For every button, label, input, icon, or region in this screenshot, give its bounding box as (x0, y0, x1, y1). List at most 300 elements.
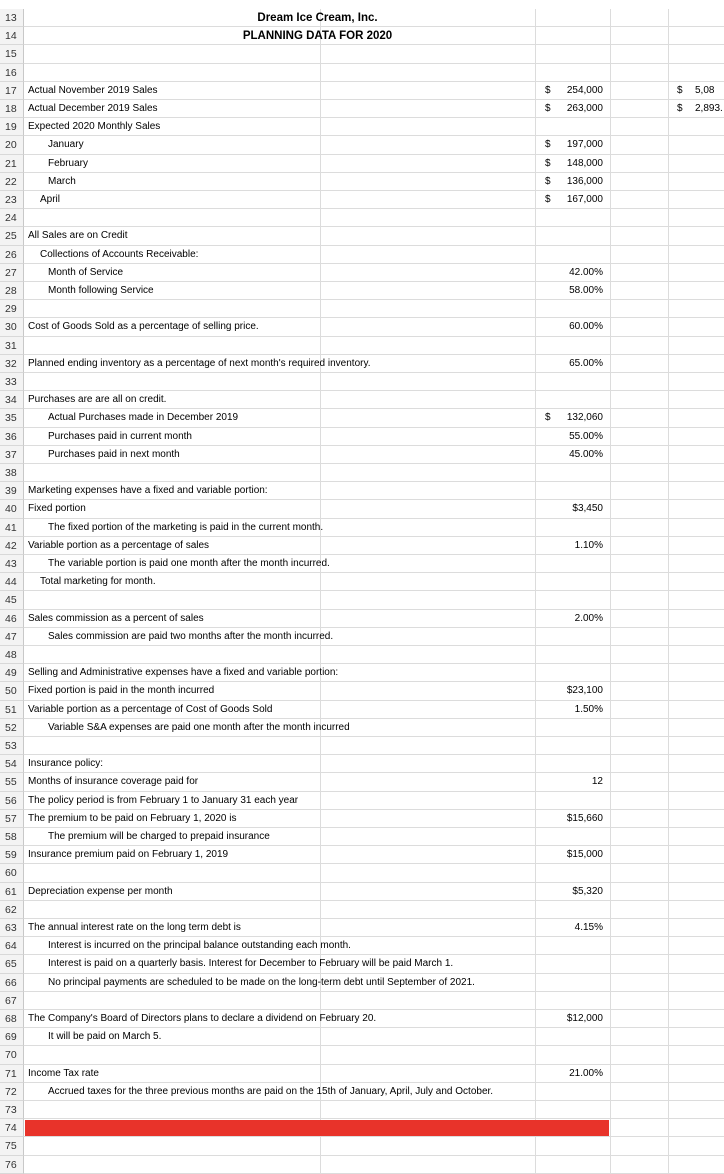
row-cells[interactable] (24, 901, 724, 919)
column-gridline (535, 64, 536, 81)
row-number[interactable]: 46 (0, 610, 24, 628)
column-gridline (320, 282, 321, 299)
row-number[interactable]: 24 (0, 209, 24, 227)
column-gridline (610, 1119, 611, 1136)
row-value[interactable]: 197,000 (566, 139, 603, 151)
column-gridline (610, 428, 611, 445)
spreadsheet-row (0, 573, 724, 591)
row-cells[interactable] (24, 591, 724, 609)
row-label: Interest is paid on a quarterly basis. Interest for December to February will be paid March 1. (48, 958, 454, 970)
spreadsheet-row (0, 737, 724, 755)
column-gridline (535, 610, 536, 627)
column-gridline (668, 1046, 669, 1063)
column-gridline (535, 1046, 536, 1063)
row-number[interactable]: 41 (0, 519, 24, 537)
spreadsheet-row (0, 428, 724, 446)
row-cells[interactable] (24, 1137, 724, 1155)
column-gridline (320, 864, 321, 881)
row-value[interactable]: $5,320 (572, 885, 603, 897)
column-gridline (668, 610, 669, 627)
spreadsheet-row (0, 901, 724, 919)
row-label: Insurance policy: (28, 758, 104, 770)
row-label: The annual interest rate on the long term debt is (28, 922, 241, 933)
column-gridline (320, 573, 321, 590)
spreadsheet-row (0, 9, 724, 27)
column-gridline (610, 864, 611, 881)
row-number[interactable]: 71 (0, 1065, 24, 1083)
row-cells[interactable] (24, 646, 724, 664)
row-label: Month following Service (48, 285, 154, 296)
row-cells[interactable] (24, 737, 724, 755)
row-cells[interactable] (24, 1101, 724, 1119)
column-gridline (535, 446, 536, 463)
column-gridline (668, 464, 669, 481)
row-number[interactable]: 57 (0, 810, 24, 828)
row-cells[interactable] (24, 755, 724, 773)
column-gridline (610, 282, 611, 299)
row-number[interactable]: 67 (0, 992, 24, 1010)
column-gridline (535, 937, 536, 954)
row-number[interactable]: 22 (0, 173, 24, 191)
row-label: Income Tax rate (28, 1067, 99, 1079)
row-value[interactable]: 2.00% (574, 612, 603, 624)
column-gridline (535, 701, 536, 718)
row-number[interactable]: 27 (0, 264, 24, 282)
column-gridline (610, 1046, 611, 1063)
row-number[interactable]: 37 (0, 446, 24, 464)
column-gridline (535, 919, 536, 936)
column-gridline (320, 373, 321, 390)
row-number[interactable]: 44 (0, 573, 24, 591)
column-gridline (320, 428, 321, 445)
column-gridline (668, 428, 669, 445)
column-gridline (320, 792, 321, 809)
row-value[interactable]: 132,060 (566, 412, 603, 424)
row-number[interactable]: 69 (0, 1028, 24, 1046)
column-gridline (610, 1028, 611, 1045)
row-cells[interactable] (24, 1065, 724, 1083)
column-gridline (668, 1083, 669, 1100)
column-gridline (610, 937, 611, 954)
column-gridline (610, 628, 611, 645)
column-gridline (320, 464, 321, 481)
row-cells[interactable] (24, 209, 724, 227)
column-gridline (610, 1065, 611, 1082)
spreadsheet-row (0, 482, 724, 500)
row-number[interactable]: 61 (0, 883, 24, 901)
column-gridline (610, 919, 611, 936)
row-label: The policy period is from February 1 to January 31 each year (28, 794, 299, 806)
column-gridline (320, 136, 321, 153)
row-number[interactable]: 64 (0, 937, 24, 955)
row-number[interactable]: 36 (0, 428, 24, 446)
row-label: Variable portion as a percentage of Cost of Goods Sold (28, 703, 273, 715)
spreadsheet-row (0, 282, 724, 300)
row-value[interactable]: 12 (591, 776, 603, 788)
column-gridline (535, 227, 536, 244)
row-value[interactable]: 4.15% (574, 922, 603, 933)
row-value[interactable]: 136,000 (566, 175, 603, 187)
column-gridline (610, 755, 611, 772)
row-label: No principal payments are scheduled to be made on the long-term debt until September of 2021. (48, 976, 475, 988)
spreadsheet-row (0, 919, 724, 937)
row-value[interactable]: 21.00% (569, 1067, 603, 1079)
row-number[interactable]: 66 (0, 974, 24, 992)
column-gridline (668, 719, 669, 736)
column-gridline (668, 82, 669, 99)
currency-symbol: $ (677, 84, 683, 96)
column-gridline (535, 955, 536, 972)
row-number[interactable]: 32 (0, 355, 24, 373)
row-label: The premium to be paid on February 1, 2020 is (28, 812, 237, 824)
spreadsheet-row (0, 1083, 724, 1101)
row-cells[interactable] (24, 45, 724, 63)
row-number[interactable]: 26 (0, 246, 24, 264)
column-gridline (610, 264, 611, 281)
column-gridline (535, 555, 536, 572)
currency-symbol: $ (545, 103, 551, 114)
column-gridline (535, 282, 536, 299)
column-gridline (320, 227, 321, 244)
spreadsheet-row (0, 810, 724, 828)
column-gridline (320, 1156, 321, 1173)
row-value[interactable]: 65.00% (569, 357, 603, 369)
column-gridline (610, 646, 611, 663)
row-number[interactable]: 14 (0, 27, 24, 45)
column-gridline (668, 792, 669, 809)
column-gridline (668, 901, 669, 918)
column-gridline (535, 810, 536, 827)
row-cells[interactable] (24, 864, 724, 882)
column-gridline (610, 828, 611, 845)
row-number[interactable]: 40 (0, 500, 24, 518)
spreadsheet-row (0, 792, 724, 810)
row-number[interactable]: 23 (0, 191, 24, 209)
row-number[interactable]: 45 (0, 591, 24, 609)
row-value[interactable]: 1.10% (574, 539, 603, 551)
column-gridline (610, 118, 611, 135)
row-value[interactable]: $15,000 (566, 849, 603, 861)
column-gridline (668, 664, 669, 681)
column-gridline (610, 409, 611, 426)
row-cells[interactable] (24, 373, 724, 391)
column-gridline (668, 264, 669, 281)
row-cells[interactable] (24, 992, 724, 1010)
row-number[interactable]: 34 (0, 391, 24, 409)
column-gridline (535, 391, 536, 408)
row-value[interactable]: $3,450 (572, 503, 603, 515)
spreadsheet-row (0, 1065, 724, 1083)
row-label: Planned ending inventory as a percentage of next month's required inventory. (28, 357, 371, 369)
row-number[interactable]: 51 (0, 701, 24, 719)
row-value[interactable]: 148,000 (566, 157, 603, 169)
sheet-title: Dream Ice Cream, Inc. (257, 12, 378, 24)
column-gridline (668, 27, 669, 44)
column-gridline (320, 446, 321, 463)
row-cells[interactable] (24, 64, 724, 82)
row-number[interactable]: 38 (0, 464, 24, 482)
row-number[interactable]: 70 (0, 1046, 24, 1064)
row-label: Insurance premium paid on February 1, 2019 (28, 849, 229, 861)
highlighted-cell-range[interactable] (25, 1120, 609, 1136)
column-gridline (320, 992, 321, 1009)
column-gridline (668, 937, 669, 954)
column-gridline (668, 864, 669, 881)
row-number[interactable]: 28 (0, 282, 24, 300)
column-gridline (320, 82, 321, 99)
row-value[interactable]: 45.00% (569, 448, 603, 460)
column-gridline (668, 318, 669, 335)
row-label: Collections of Accounts Receivable: (40, 248, 199, 260)
spreadsheet-row (0, 173, 724, 191)
row-value[interactable]: $12,000 (566, 1013, 603, 1024)
column-gridline (610, 810, 611, 827)
row-number[interactable]: 29 (0, 300, 24, 318)
row-number[interactable]: 54 (0, 755, 24, 773)
column-gridline (668, 1101, 669, 1118)
spreadsheet-row (0, 355, 724, 373)
column-gridline (535, 628, 536, 645)
column-gridline (610, 955, 611, 972)
column-gridline (610, 1137, 611, 1154)
row-label: Purchases are are all on credit. (28, 394, 167, 406)
row-number[interactable]: 73 (0, 1101, 24, 1119)
row-number[interactable]: 58 (0, 828, 24, 846)
column-gridline (320, 391, 321, 408)
spreadsheet-row (0, 1137, 724, 1155)
row-label: Variable portion as a percentage of sales (28, 539, 210, 551)
column-gridline (668, 155, 669, 172)
spreadsheet-row (0, 992, 724, 1010)
row-cells[interactable] (24, 337, 724, 355)
column-gridline (320, 883, 321, 900)
currency-symbol: $ (545, 157, 551, 169)
row-number[interactable]: 63 (0, 919, 24, 937)
row-number[interactable]: 53 (0, 737, 24, 755)
column-gridline (320, 1028, 321, 1045)
row-number[interactable]: 20 (0, 136, 24, 154)
column-gridline (668, 555, 669, 572)
row-number[interactable]: 76 (0, 1156, 24, 1174)
spreadsheet-row (0, 846, 724, 864)
column-gridline (320, 173, 321, 190)
column-gridline (610, 1010, 611, 1027)
row-label: Marketing expenses have a fixed and variable portion: (28, 485, 268, 497)
column-gridline (610, 901, 611, 918)
row-cells[interactable] (24, 1046, 724, 1064)
row-number[interactable]: 16 (0, 64, 24, 82)
row-value[interactable]: 1.50% (574, 703, 603, 715)
row-value[interactable]: 60.00% (569, 321, 603, 333)
adjacent-column-value[interactable]: 2,893. (695, 103, 723, 114)
spreadsheet-row (0, 318, 724, 336)
column-gridline (535, 45, 536, 62)
column-gridline (668, 45, 669, 62)
row-value[interactable]: 58.00% (569, 285, 603, 296)
row-number[interactable]: 65 (0, 955, 24, 973)
row-number[interactable]: 52 (0, 719, 24, 737)
column-gridline (668, 355, 669, 372)
column-gridline (535, 136, 536, 153)
column-gridline (668, 883, 669, 900)
column-gridline (535, 118, 536, 135)
row-number[interactable]: 75 (0, 1137, 24, 1155)
row-number[interactable]: 55 (0, 773, 24, 791)
row-value[interactable]: 263,000 (566, 103, 603, 114)
column-gridline (610, 519, 611, 536)
column-gridline (668, 9, 669, 26)
row-value[interactable]: $15,660 (566, 812, 603, 824)
row-label: Months of insurance coverage paid for (28, 776, 199, 788)
row-number[interactable]: 60 (0, 864, 24, 882)
spreadsheet-row (0, 1119, 724, 1137)
column-gridline (535, 464, 536, 481)
adjacent-column-value[interactable]: 5,08 (695, 84, 715, 96)
column-gridline (668, 737, 669, 754)
spreadsheet-row (0, 974, 724, 992)
row-number[interactable]: 42 (0, 537, 24, 555)
column-gridline (610, 701, 611, 718)
column-gridline (610, 100, 611, 117)
row-label: The fixed portion of the marketing is paid in the current month. (48, 521, 324, 533)
column-gridline (668, 1137, 669, 1154)
row-number[interactable]: 74 (0, 1119, 24, 1137)
spreadsheet-row (0, 773, 724, 791)
row-number[interactable]: 43 (0, 555, 24, 573)
row-number[interactable]: 56 (0, 792, 24, 810)
column-gridline (535, 646, 536, 663)
currency-symbol: $ (545, 175, 551, 187)
column-gridline (535, 792, 536, 809)
column-gridline (668, 409, 669, 426)
row-label: The premium will be charged to prepaid insurance (48, 831, 270, 842)
row-value[interactable]: $23,100 (566, 685, 603, 697)
column-gridline (668, 537, 669, 554)
column-gridline (535, 264, 536, 281)
column-gridline (610, 136, 611, 153)
spreadsheet-row (0, 610, 724, 628)
row-label: Actual November 2019 Sales (28, 84, 158, 96)
column-gridline (535, 992, 536, 1009)
row-cells[interactable] (24, 227, 724, 245)
column-gridline (668, 573, 669, 590)
row-cells[interactable] (24, 300, 724, 318)
spreadsheet-row (0, 136, 724, 154)
row-number[interactable]: 25 (0, 227, 24, 245)
row-number[interactable]: 18 (0, 100, 24, 118)
spreadsheet-row (0, 701, 724, 719)
column-gridline (668, 591, 669, 608)
column-gridline (668, 391, 669, 408)
row-cells[interactable] (24, 191, 724, 209)
row-number[interactable]: 19 (0, 118, 24, 136)
column-gridline (610, 82, 611, 99)
column-gridline (320, 646, 321, 663)
column-gridline (535, 173, 536, 190)
row-number[interactable]: 59 (0, 846, 24, 864)
row-label: Actual December 2019 Sales (28, 103, 158, 114)
column-gridline (320, 828, 321, 845)
row-label: Actual Purchases made in December 2019 (48, 412, 239, 424)
column-gridline (535, 300, 536, 317)
row-number[interactable]: 33 (0, 373, 24, 391)
column-gridline (320, 591, 321, 608)
row-cells[interactable] (24, 464, 724, 482)
row-value[interactable]: 55.00% (569, 430, 603, 442)
row-cells[interactable] (24, 173, 724, 191)
row-number[interactable]: 49 (0, 664, 24, 682)
column-gridline (535, 155, 536, 172)
row-value[interactable]: 167,000 (566, 194, 603, 205)
row-cells[interactable] (24, 500, 724, 518)
row-number[interactable]: 17 (0, 82, 24, 100)
sheet-subtitle: PLANNING DATA FOR 2020 (242, 30, 393, 43)
column-gridline (320, 209, 321, 226)
column-gridline (320, 482, 321, 499)
spreadsheet-row (0, 64, 724, 82)
row-number[interactable]: 47 (0, 628, 24, 646)
row-number[interactable]: 50 (0, 682, 24, 700)
row-label: Interest is incurred on the principal balance outstanding each month. (48, 940, 351, 952)
column-gridline (535, 82, 536, 99)
row-number[interactable]: 68 (0, 1010, 24, 1028)
row-label: Total marketing for month. (40, 576, 156, 588)
row-number[interactable]: 62 (0, 901, 24, 919)
column-gridline (668, 701, 669, 718)
column-gridline (535, 1156, 536, 1173)
column-gridline (668, 773, 669, 790)
row-number[interactable]: 39 (0, 482, 24, 500)
column-gridline (610, 446, 611, 463)
column-gridline (668, 974, 669, 991)
row-number[interactable]: 72 (0, 1083, 24, 1101)
spreadsheet-row (0, 755, 724, 773)
row-number[interactable]: 31 (0, 337, 24, 355)
column-gridline (320, 45, 321, 62)
column-gridline (535, 737, 536, 754)
column-gridline (320, 1137, 321, 1154)
column-gridline (610, 373, 611, 390)
spreadsheet-row (0, 227, 724, 245)
row-number[interactable]: 21 (0, 155, 24, 173)
row-cells[interactable] (24, 136, 724, 154)
spreadsheet-row (0, 373, 724, 391)
column-gridline (535, 1065, 536, 1082)
row-cells[interactable] (24, 155, 724, 173)
row-label: Depreciation expense per month (28, 885, 173, 897)
column-gridline (668, 373, 669, 390)
row-number[interactable]: 15 (0, 45, 24, 63)
spreadsheet-row (0, 1156, 724, 1174)
row-label: March (48, 175, 76, 187)
row-number[interactable]: 13 (0, 9, 24, 27)
row-label: Month of Service (48, 266, 124, 278)
row-number[interactable]: 30 (0, 318, 24, 336)
row-value[interactable]: 42.00% (569, 266, 603, 278)
column-gridline (610, 300, 611, 317)
column-gridline (668, 173, 669, 190)
column-gridline (610, 555, 611, 572)
row-number[interactable]: 35 (0, 409, 24, 427)
row-value[interactable]: 254,000 (566, 84, 603, 96)
row-number[interactable]: 48 (0, 646, 24, 664)
row-label: Purchases paid in next month (48, 448, 180, 460)
row-cells[interactable] (24, 264, 724, 282)
spreadsheet-row (0, 828, 724, 846)
spreadsheet-row (0, 1028, 724, 1046)
row-cells[interactable] (24, 1156, 724, 1174)
column-gridline (610, 792, 611, 809)
